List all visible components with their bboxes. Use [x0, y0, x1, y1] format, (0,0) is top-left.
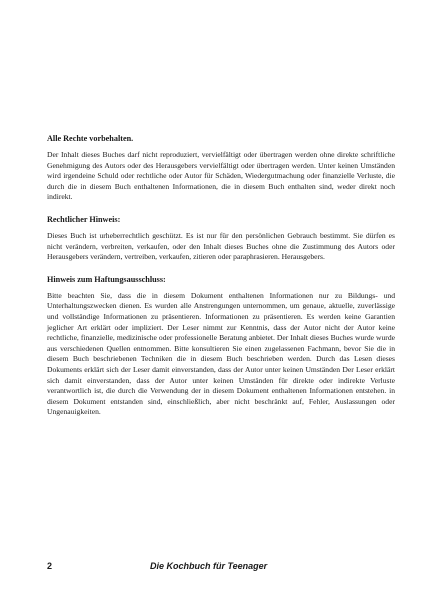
page-number: 2: [47, 561, 53, 571]
copyright-content: [47, 133, 395, 429]
section-paragraph: Bitte beachten Sie, dass die in diesem Dokument enthaltenen Informationen nur zu Bildungs- und Unterhaltungszwecken dienen. Es wurden alle Anstrengungen unternommen, um genaue, aktuelle, zuverlässige und vollständige Informationen zu präsentieren. Informationen zu präsentieren. Es werden keine Garantien jeglicher Art erklärt oder impliziert. Der Leser nimmt zur Kenntnis, dass der Autor nicht der Autor keine rechtliche, finanzielle, medizinische oder professionelle Beratung anbietet. Der Inhalt dieses Buches wurde wurde aus verschiedenen Quellen entnommen. Bitte konsultieren Sie einen zugelassenen Fachmann, bevor Sie die in diesem Buch beschriebenen Techniken die in diesem Buch beschrieben werden. Durch das Lesen dieses Dokuments erklärt sich der Leser damit einverstanden, dass der Autor unter keinen Umständen Der Leser erklärt sich damit einverstanden, dass der Autor unter keinen Umständen für direkte oder indirekte Verluste verantwortlich ist, die durch die Verwendung der in diesem Dokument enthaltenen Informationen entstehen. in diesem Dokument entstanden sind, einschließlich, aber nicht beschränkt auf, Fehler, Auslassungen oder Ungenauigkeiten.: [47, 290, 395, 417]
page-footer: [47, 560, 395, 572]
section-paragraph: Dieses Buch ist urheberrechtlich geschützt. Es ist nur für den persönlichen Gebrauch bestimmt. Sie dürfen es nicht verändern, verbreiten, verkaufen, oder den Inhalt dieses Buches ohne die Zustimmung des Autors oder Herausgebers verändern, vertreiben, verkaufen, zitieren oder paraphrasieren. Herausgebers.: [47, 230, 395, 262]
section-legal-notice: [47, 214, 395, 263]
section-paragraph: Der Inhalt dieses Buches darf nicht reproduziert, vervielfältigt oder übertragen werden ohne direkte schriftliche Genehmigung des Autors oder des Herausgebers vervielfältigt oder übertragen werden. Unter keinen Umständen wird irgendeine Schuld oder rechtliche oder Autor für Schäden, Wiedergutmachung oder finanzielle Verluste, die durch die in diesem Buch enthaltenen Informationen, die in diesem Buch enthalten sind, weder direkt noch indirekt.: [47, 150, 395, 202]
section-heading: Rechtlicher Hinweis:: [47, 214, 121, 224]
section-disclaimer: [47, 274, 395, 418]
section-rights-reserved: [47, 133, 395, 203]
section-heading: Alle Rechte vorbehalten.: [47, 134, 134, 143]
running-footer-title: Die Kochbuch für Teenager: [150, 561, 268, 571]
section-heading: Hinweis zum Haftungsausschluss:: [47, 274, 166, 284]
